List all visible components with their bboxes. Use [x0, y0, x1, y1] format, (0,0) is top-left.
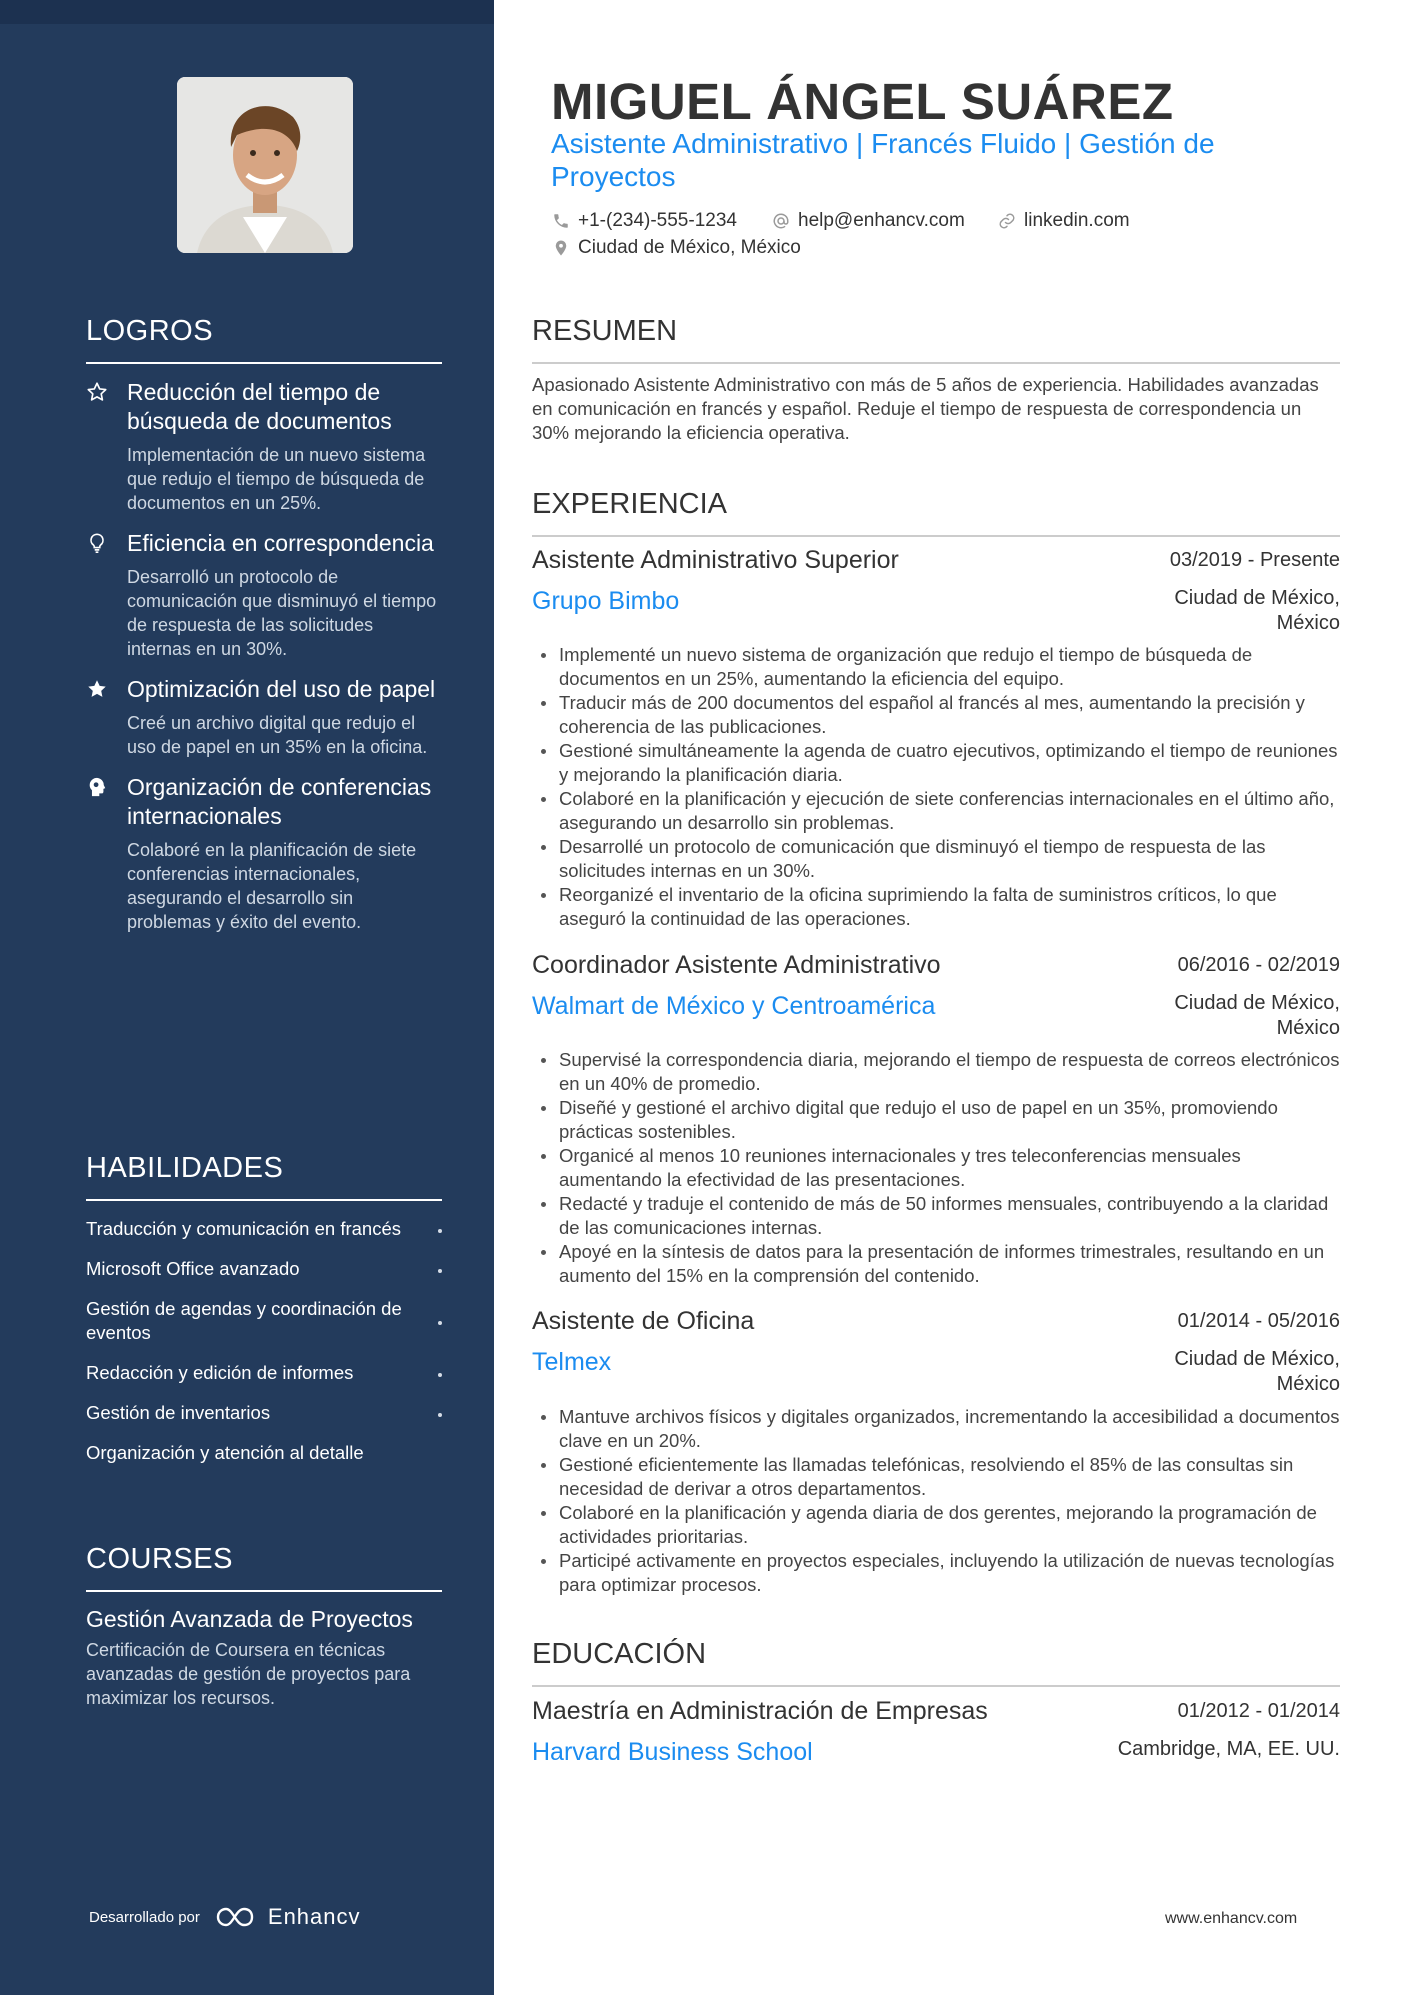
brain-head-icon	[86, 776, 108, 798]
enhancv-logo-icon	[214, 1905, 260, 1929]
education-dates: 01/2012 - 01/2014	[1177, 1700, 1340, 1722]
skill-item: Microsoft Office avanzado	[86, 1257, 442, 1281]
sidebar	[0, 0, 494, 1995]
job-dates: 01/2014 - 05/2016	[1177, 1310, 1340, 1332]
headline: Asistente Administrativo | Francés Fluido | Gestión de Proyectos	[551, 128, 1215, 192]
at-icon	[772, 212, 790, 230]
job-location: Ciudad de México, México	[1174, 587, 1340, 634]
achievement-desc: Implementación de un nuevo sistema que redujo el tiempo de búsqueda de documentos en un 25%.	[127, 445, 426, 513]
bullet-item: Implementé un nuevo sistema de organización que redujo el tiempo de búsqueda de documentos en un 25%, aumentando la eficiencia del equipo.	[532, 643, 1340, 691]
bullet-item: Gestioné simultáneamente la agenda de cuatro ejecutivos, optimizando el tiempo de reuniones y mejorando la planificación diaria.	[532, 739, 1340, 787]
achievement-desc: Creé un archivo digital que redujo el uso de papel en un 35% en la oficina.	[127, 713, 428, 757]
course-desc: Certificación de Coursera en técnicas avanzadas de gestión de proyectos para maximizar los recursos.	[86, 1640, 411, 1708]
achievement-item	[86, 675, 442, 759]
star-outline-icon	[86, 381, 108, 403]
contact-phone[interactable]: +1-(234)-555-1234	[552, 210, 737, 232]
contact-linkedin[interactable]: linkedin.com	[998, 210, 1130, 232]
achievements-title: LOGROS	[86, 315, 442, 364]
powered-by-label: Desarrollado por	[89, 1908, 200, 1926]
achievement-desc: Colaboré en la planificación de siete conferencias internacionales, asegurando el desarrollo sin problemas y éxito del evento.	[127, 840, 417, 932]
candidate-name: MIGUEL ÁNGEL SUÁREZ	[551, 73, 1174, 130]
bullet-item: Diseñé y gestioné el archivo digital que redujo el uso de papel en un 35%, promoviendo prácticas sostenibles.	[532, 1096, 1340, 1144]
footer-url[interactable]: www.enhancv.com	[1165, 1910, 1298, 1927]
achievement-title: Eficiencia en correspondencia	[127, 530, 434, 556]
bullet-item: Reorganizé el inventario de la oficina suprimiendo la falta de suministros críticos, lo que aseguró la continuidad de las operaciones.	[532, 883, 1340, 931]
sidebar-top-strip	[0, 0, 494, 24]
contact-email[interactable]: help@enhancv.com	[772, 210, 965, 232]
skill-item: Redacción y edición de informes	[86, 1361, 442, 1385]
bullet-item: Gestioné eficientemente las llamadas telefónicas, resolviendo el 85% de las consultas sin necesidad de derivar a otros departamentos.	[532, 1453, 1340, 1501]
job-bullets	[532, 643, 1340, 931]
phone-icon	[552, 212, 570, 230]
job-title: Coordinador Asistente Administrativo	[532, 951, 941, 979]
bullet-item: Colaboré en la planificación y agenda diaria de dos gerentes, mejorando la programación de actividades prioritarias.	[532, 1501, 1340, 1549]
achievement-title: Reducción del tiempo de búsqueda de documentos	[127, 379, 392, 434]
bullet-item: Colaboré en la planificación y ejecución de siete conferencias internacionales en el último año, asegurando un desarrollo sin problemas.	[532, 787, 1340, 835]
summary-text: Apasionado Asistente Administrativo con más de 5 años de experiencia. Habilidades avanzadas en comunicación en francés y español. Reduje el tiempo de respuesta de correspondencia un 30% mejorando la eficiencia operativa.	[532, 374, 1319, 443]
education-location: Cambridge, MA, EE. UU.	[1117, 1738, 1340, 1760]
bullet-item: Desarrollé un protocolo de comunicación que disminuyó el tiempo de respuesta de las solicitudes internas en un 30%.	[532, 835, 1340, 883]
bullet-item: Apoyé en la síntesis de datos para la presentación de informes trimestrales, resultando en un aumento del 15% en la comprensión del contenido.	[532, 1240, 1340, 1288]
job-company: Telmex	[532, 1348, 612, 1376]
degree-title: Maestría en Administración de Empresas	[532, 1697, 988, 1725]
school-name: Harvard Business School	[532, 1738, 813, 1766]
bullet-item: Redacté y traduje el contenido de más de 50 informes mensuales, contribuyendo a la claridad de las comunicaciones internas.	[532, 1192, 1340, 1240]
bullet-item: Participé activamente en proyectos especiales, incluyendo la utilización de nuevas tecnologías para optimizar procesos.	[532, 1549, 1340, 1597]
achievement-item	[86, 773, 442, 934]
experience-title: EXPERIENCIA	[532, 488, 1340, 537]
profile-photo	[177, 77, 353, 253]
job-company: Grupo Bimbo	[532, 587, 680, 615]
skills-section	[86, 1152, 442, 1465]
powered-by	[89, 1904, 361, 1930]
bullet-item: Supervisé la correspondencia diaria, mejorando el tiempo de respuesta de correos electrónicos en un 40% de promedio.	[532, 1048, 1340, 1096]
achievement-title: Optimización del uso de papel	[127, 676, 436, 702]
achievement-title: Organización de conferencias internacionales	[127, 774, 432, 829]
brand-name: Enhancv	[267, 1904, 361, 1929]
job-company: Walmart de México y Centroamérica	[532, 992, 936, 1020]
job-bullets	[532, 1405, 1340, 1597]
lightbulb-icon	[86, 532, 108, 554]
job-location: Ciudad de México, México	[1174, 992, 1340, 1039]
skills-title: HABILIDADES	[86, 1152, 442, 1201]
location-pin-icon	[552, 239, 570, 257]
education-title: EDUCACIÓN	[532, 1638, 1340, 1687]
course-title: Gestión Avanzada de Proyectos	[86, 1606, 413, 1632]
courses-section	[86, 1543, 442, 1710]
star-filled-icon	[86, 678, 108, 700]
achievement-item	[86, 529, 442, 661]
achievement-item	[86, 378, 442, 515]
skill-item: Gestión de inventarios	[86, 1401, 442, 1425]
job-title: Asistente de Oficina	[532, 1307, 755, 1335]
bullet-item: Traducir más de 200 documentos del español al francés al mes, aumentando la precisión y coherencia de las publicaciones.	[532, 691, 1340, 739]
skill-item: Traducción y comunicación en francés	[86, 1217, 442, 1241]
bullet-item: Organicé al menos 10 reuniones internacionales y tres teleconferencias mensuales aumentando la efectividad de las presentaciones.	[532, 1144, 1340, 1192]
link-icon	[998, 212, 1016, 230]
bullet-item: Mantuve archivos físicos y digitales organizados, incrementando la accesibilidad a documentos clave en un 20%.	[532, 1405, 1340, 1453]
job-title: Asistente Administrativo Superior	[532, 546, 899, 574]
job-location: Ciudad de México, México	[1174, 1348, 1340, 1395]
job-dates: 03/2019 - Presente	[1169, 549, 1340, 571]
job-dates: 06/2016 - 02/2019	[1177, 954, 1340, 976]
skill-item: Organización y atención al detalle	[86, 1442, 364, 1463]
achievements-section	[86, 315, 442, 934]
skill-item: Gestión de agendas y coordinación de eventos	[86, 1297, 442, 1345]
contact-location: Ciudad de México, México	[552, 237, 801, 259]
courses-title: COURSES	[86, 1543, 442, 1592]
achievement-desc: Desarrolló un protocolo de comunicación que disminuyó el tiempo de respuesta de las solicitudes internas en un 30%.	[127, 567, 437, 659]
job-bullets	[532, 1048, 1340, 1288]
summary-title: RESUMEN	[532, 315, 1340, 364]
